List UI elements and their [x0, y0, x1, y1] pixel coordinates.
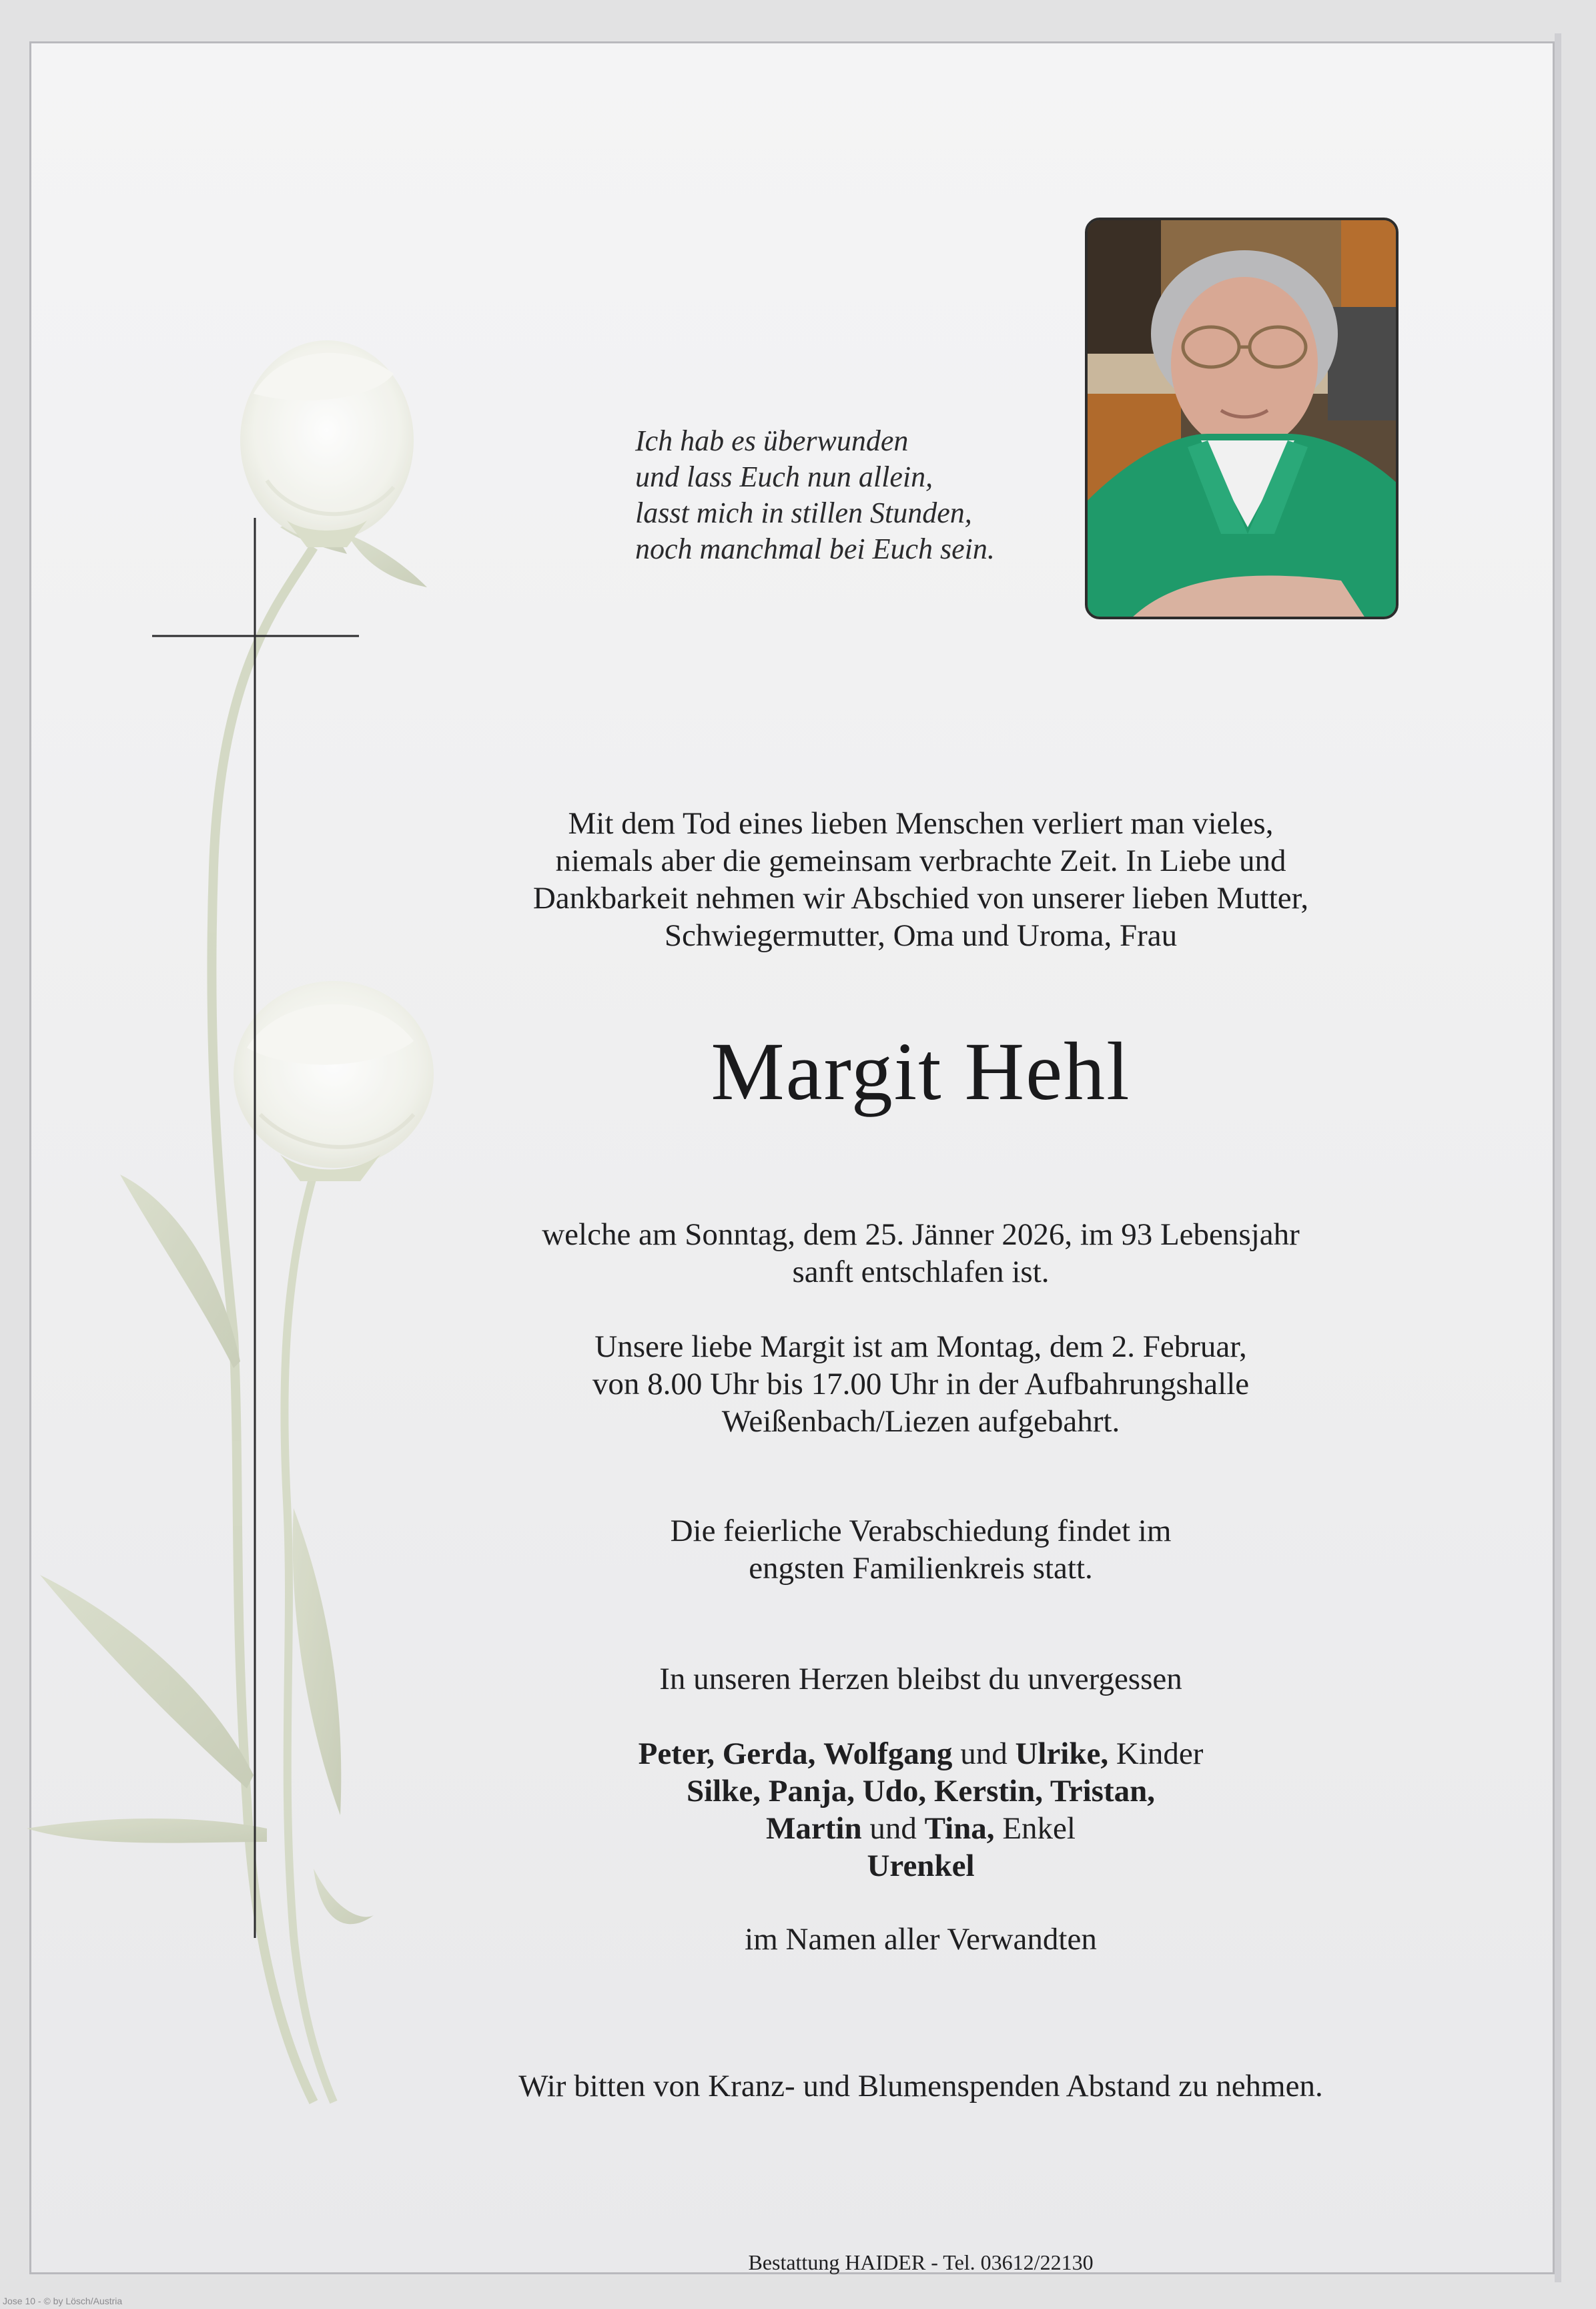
child-name: Wolfgang — [823, 1736, 953, 1771]
verse-line: und lass Euch nun allein, — [635, 460, 933, 493]
viewing-line: Unsere liebe Margit ist am Montag, dem 2. Februar, — [594, 1329, 1247, 1364]
intro-line: Mit dem Tod eines lieben Menschen verliert man vieles, — [568, 806, 1274, 841]
conjunction: und — [960, 1736, 1008, 1771]
great-grandchildren-label: Urenkel — [867, 1849, 975, 1883]
on-behalf-text: im Namen aller Verwandten — [745, 1922, 1097, 1957]
grandchildren-names: Silke, Panja, Udo, Kerstin, Tristan, — [686, 1774, 1156, 1808]
death-notice — [440, 1216, 1401, 1291]
remembrance-text: In unseren Herzen bleibst du unvergessen — [659, 1662, 1182, 1696]
intro-line: Dankbarkeit nehmen wir Abschied von unserer lieben Mutter, — [532, 881, 1309, 916]
conjunction: und — [869, 1811, 917, 1846]
mourners-children — [440, 1735, 1401, 1772]
death-notice-line: welche am Sonntag, dem 25. Jänner 2026, im 93 Lebensjahr — [542, 1217, 1300, 1252]
grandchild-name: Tina, — [924, 1811, 995, 1846]
mourners-list — [440, 1735, 1401, 1885]
donation-request-text: Wir bitten von Kranz- und Blumenspenden Abstand zu nehmen. — [518, 2069, 1323, 2103]
verse — [635, 423, 1102, 567]
farewell-info — [440, 1512, 1401, 1587]
viewing-line: von 8.00 Uhr bis 17.00 Uhr in der Aufbahrungshalle — [592, 1367, 1250, 1401]
child-name: Gerda, — [722, 1736, 816, 1771]
verse-line: Ich hab es überwunden — [635, 424, 909, 457]
funeral-home-footer: Bestattung HAIDER - Tel. 03612/22130 — [748, 2250, 1094, 2274]
intro-line: niemals aber die gemeinsam verbrachte Zeit. In Liebe und — [555, 844, 1286, 878]
intro-line: Schwiegermutter, Oma und Uroma, Frau — [664, 918, 1178, 953]
death-notice-line: sanft entschlafen ist. — [792, 1255, 1050, 1289]
verse-line: noch manchmal bei Euch sein. — [635, 533, 995, 565]
relation-label: Kinder — [1116, 1736, 1204, 1771]
mourners-great-grandchildren — [440, 1847, 1401, 1885]
viewing-line: Weißenbach/Liezen aufgebahrt. — [721, 1404, 1120, 1439]
remembrance-line — [440, 1660, 1401, 1698]
intro-paragraph — [440, 805, 1401, 954]
farewell-line: Die feierliche Verabschiedung findet im — [670, 1514, 1172, 1548]
portrait-photo — [1085, 218, 1399, 619]
donation-request — [440, 2067, 1401, 2105]
portrait-illustration — [1088, 220, 1399, 619]
farewell-line: engsten Familienkreis statt. — [749, 1551, 1093, 1586]
child-name: Ulrike, — [1015, 1736, 1109, 1771]
grandchild-name: Martin — [766, 1811, 862, 1846]
mourners-grandchildren-1 — [440, 1772, 1401, 1810]
deceased-name: Margit Hehl — [711, 1026, 1131, 1117]
scan-mark: Jose 10 - © by Lösch/Austria — [3, 2296, 123, 2306]
verse-line: lasst mich in stillen Stunden, — [635, 497, 972, 529]
viewing-info — [440, 1328, 1401, 1440]
child-name: Peter, — [638, 1736, 715, 1771]
relation-label: Enkel — [1002, 1811, 1076, 1846]
on-behalf-line — [440, 1921, 1401, 1958]
mourners-grandchildren-2 — [440, 1810, 1401, 1847]
